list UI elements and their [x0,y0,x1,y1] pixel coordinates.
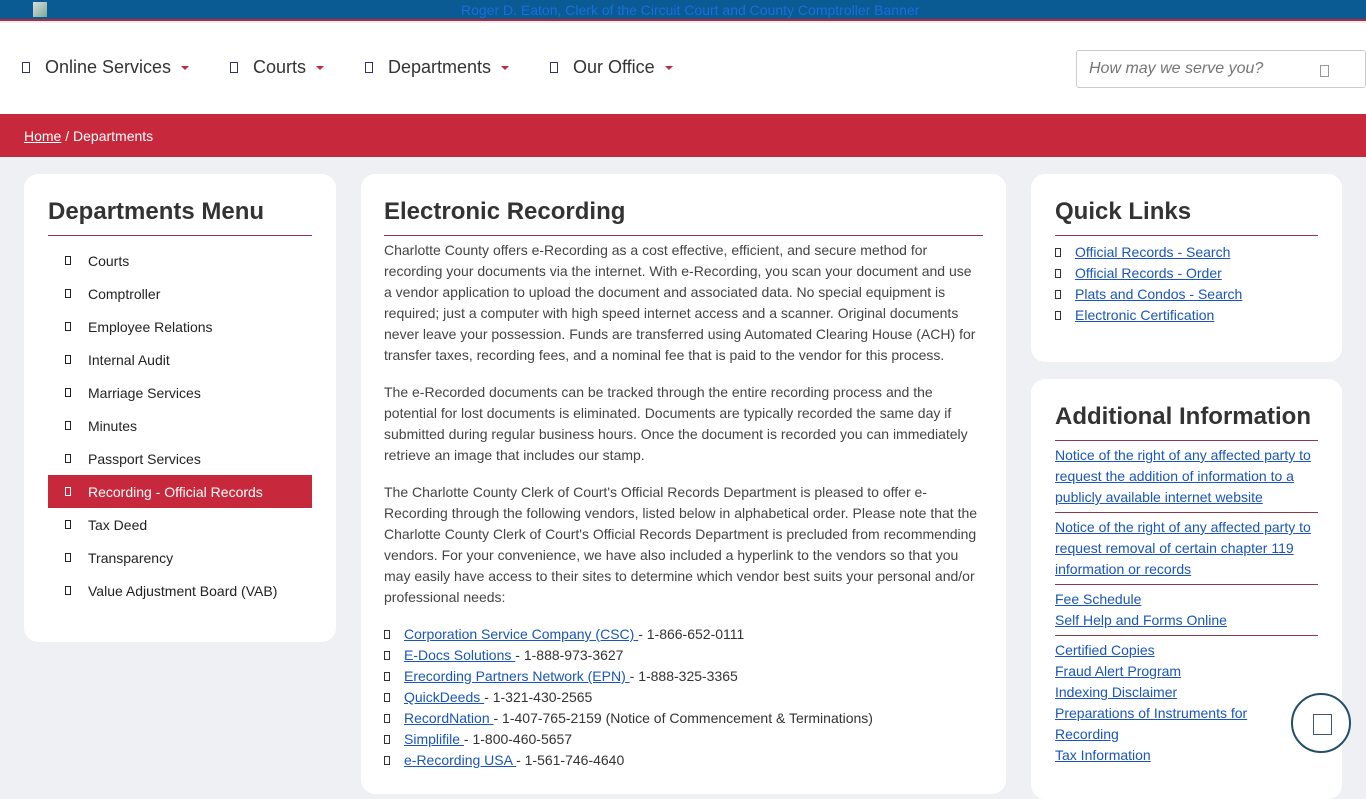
breadcrumb-separator: / [61,128,74,144]
menu-item[interactable] [48,343,312,376]
menu-item-icon [65,454,71,463]
paragraph: The Charlotte County Clerk of Court's Official Records Department is pleased to offer e-Recording through the following vendors, listed below in alphabetical order. Please note that the Charlotte County Clerk of Court's Official Records Department is precluded from recommending vendors. For your convenience, we have also included a hyperlink to the vendors so that you may easily have access to their sites to determine which vendor best suits your personal and/or professional needs: [384,484,978,605]
caret-down-icon [181,66,189,70]
quick-link-item [1055,242,1318,263]
info-link[interactable]: Certified Copies [1055,642,1155,658]
chat-button[interactable] [1291,693,1351,753]
main-nav [0,23,1366,114]
menu-item[interactable] [48,475,312,508]
link-group [1055,441,1318,513]
vendor-link[interactable]: QuickDeeds [404,689,485,705]
vendor-info: - 1-866-652-0111 [638,626,745,642]
menu-item-label: Tax Deed [88,516,148,533]
additional-links [1055,441,1318,770]
quick-links-title: Quick Links [1055,198,1318,236]
departments-menu [24,174,336,642]
bullet-icon [384,714,390,723]
menu-item-label: Transparency [88,549,174,566]
quick-link[interactable]: Electronic Certification [1075,307,1215,323]
caret-down-icon [316,66,324,70]
page-title: Electronic Recording [384,198,983,236]
quick-link[interactable]: Plats and Condos - Search [1075,286,1243,302]
menu-item-icon [65,586,71,595]
link-group [1055,513,1318,585]
vendor-item [384,708,983,729]
bullet-icon [384,693,390,702]
nav-label: Our Office [573,57,655,77]
bullet-icon [1055,311,1061,320]
menu-item-icon [65,487,71,496]
info-link[interactable]: Preparations of Instruments for Recording [1055,705,1248,742]
menu-item-icon [65,355,71,364]
menu-item-icon [65,520,71,529]
bullet-icon [384,672,390,681]
menu-item[interactable] [48,541,312,574]
chat-icon [1313,714,1332,735]
nav-label: Departments [388,57,492,77]
menu-item-label: Recording - Official Records [88,483,263,500]
quick-link-item [1055,305,1318,326]
bullet-icon [1055,248,1061,257]
menu-item[interactable] [48,508,312,541]
info-link[interactable]: Notice of the right of any affected party to request removal of certain chapter 119 information or records [1055,519,1311,577]
caret-down-icon [501,66,509,70]
vendor-link[interactable]: RecordNation [404,710,494,726]
menu-item-label: Employee Relations [88,318,213,335]
banner-image-icon [33,2,47,17]
search-icon[interactable] [1320,65,1329,77]
quick-links-list [1055,242,1318,326]
quick-link[interactable]: Official Records - Order [1075,265,1222,281]
bullet-icon [1055,269,1061,278]
nav-icon [230,62,238,73]
menu-item-label: Marriage Services [88,384,201,401]
vendor-link[interactable]: e-Recording USA [404,752,517,768]
menu-item-label: Internal Audit [88,351,170,368]
vendor-item [384,666,983,687]
menu-item[interactable] [48,442,312,475]
vendor-list [384,624,983,771]
link-group [1055,636,1280,770]
menu-item-icon [65,289,71,298]
menu-item-label: Minutes [88,417,138,434]
vendor-info: - 1-321-430-2565 [484,689,593,705]
quick-link-item [1055,263,1318,284]
main-content [361,174,1006,794]
vendor-item [384,645,983,666]
menu-item-icon [65,553,71,562]
additional-title: Additional Information [1055,403,1318,441]
bullet-icon [1055,290,1061,299]
menu-title: Departments Menu [48,198,312,236]
top-banner [0,0,1366,21]
breadcrumb-home[interactable]: Home [24,128,62,144]
nav-departments[interactable] [365,57,509,78]
bullet-icon [384,651,390,660]
bullet-icon [384,630,390,639]
vendor-info: - 1-800-460-5657 [463,731,573,747]
search-input[interactable] [1089,60,1309,78]
quick-link-item [1055,284,1318,305]
menu-item-icon [65,256,71,265]
vendor-item [384,624,983,645]
info-link[interactable]: Notice of the right of any affected party to request the addition of information to a publicly available internet website [1055,447,1311,505]
menu-item[interactable] [48,409,312,442]
vendor-info: - 1-561-746-4640 [516,752,625,768]
search-box [1076,50,1366,88]
info-link[interactable]: Tax Information [1055,747,1151,763]
vendor-link[interactable]: Corporation Service Company (CSC) [404,626,639,642]
link-group [1055,585,1318,636]
bullet-icon [384,756,390,765]
menu-item-label: Passport Services [88,450,201,467]
info-link[interactable]: Indexing Disclaimer [1055,684,1178,700]
nav-icon [22,62,30,73]
vendor-link[interactable]: Simplifile [404,731,464,747]
menu-list [48,244,312,607]
nav-online-services[interactable] [22,57,189,78]
menu-item-icon [65,388,71,397]
menu-item[interactable] [48,376,312,409]
breadcrumb [0,114,1366,157]
nav-icon [365,62,373,73]
bullet-icon [384,735,390,744]
caret-down-icon [665,66,673,70]
quick-links [1031,174,1342,362]
nav-courts[interactable] [230,57,324,78]
vendor-info: - 1-888-973-3627 [515,647,624,663]
nav-label: Online Services [45,57,172,77]
breadcrumb-current: Departments [73,128,154,144]
info-link[interactable]: Fee Schedule [1055,591,1142,607]
menu-item[interactable] [48,277,312,310]
vendor-info: - 1-407-765-2159 (Notice of Commencement & Terminations) [493,710,873,726]
quick-link[interactable]: Official Records - Search [1075,244,1231,260]
menu-item-icon [65,322,71,331]
vendor-link[interactable]: Erecording Partners Network (EPN) [404,668,630,684]
menu-item[interactable] [48,574,312,607]
vendor-link[interactable]: E-Docs Solutions [404,647,516,663]
menu-item-label: Courts [88,252,130,269]
info-link[interactable]: Self Help and Forms Online [1055,612,1227,628]
paragraph: The e-Recorded documents can be tracked through the entire recording process and the potential for lost documents is eliminated. Documents are typically recorded the same day if submitted during regular business hours. Once the document is recorded you can immediately retrieve an image that includes our stamp. [384,384,968,463]
menu-item-icon [65,421,71,430]
vendor-info: - 1-888-325-3365 [629,668,738,684]
banner-alt-text: Roger D. Eaton, Clerk of the Circuit Court and County Comptroller Banner [461,2,920,18]
menu-item-label: Value Adjustment Board (VAB) [88,582,278,599]
menu-item[interactable] [48,310,312,343]
vendor-item [384,687,983,708]
nav-label: Courts [253,57,307,77]
nav-icon [550,62,558,73]
nav-our-office[interactable] [550,57,673,78]
menu-item[interactable] [48,244,312,277]
vendor-item [384,729,983,750]
menu-item-label: Comptroller [88,285,161,302]
paragraph: Charlotte County offers e-Recording as a cost effective, efficient, and secure method for recording your documents via the internet. With e-Recording, you scan your document and use a vendor application to upload the document and associated data. No special equipment is required; just a computer with high speed internet access and a scanner. Original documents never leave your possession. Funds are transferred using Automated Clearing House (ACH) for transfer taxes, recording fees, and a nominal fee that is paid to the vendor for this process. [384,242,976,363]
info-link[interactable]: Fraud Alert Program [1055,663,1182,679]
